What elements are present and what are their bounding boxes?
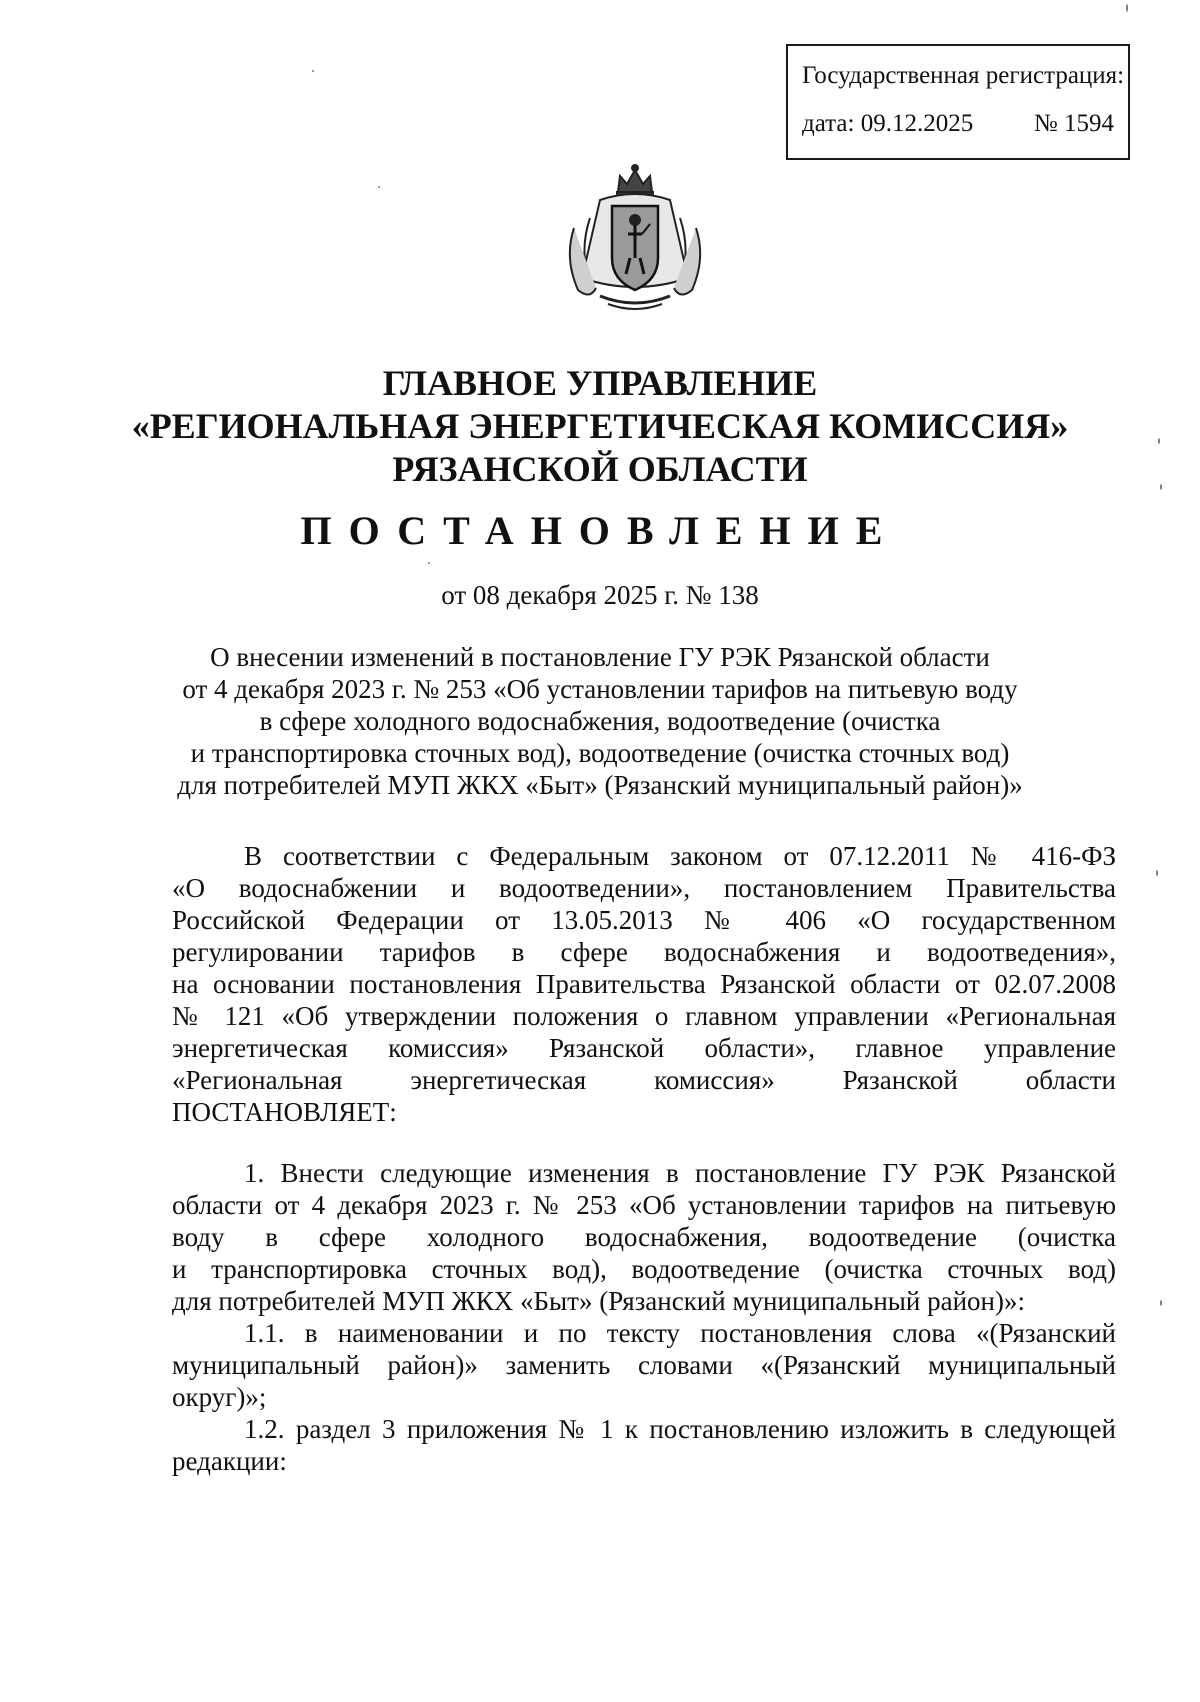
coat-of-arms-icon xyxy=(560,158,710,318)
preamble-line: В соответствии с Федеральным законом от 07.12.2011 № 416-ФЗ xyxy=(244,841,1116,871)
preamble-line: энергетическая комиссия» Рязанской области», главное управление xyxy=(172,1033,1116,1063)
subject-line: и транспортировка сточных вод), водоотведение (очистка сточных вод) xyxy=(190,738,1010,768)
subject-line: О внесении изменений в постановление ГУ РЭК Рязанской области xyxy=(210,642,990,672)
preamble-line: регулировании тарифов в сфере водоснабжения и водоотведения», xyxy=(172,937,1116,967)
subject-line: от 4 декабря 2023 г. № 253 «Об установлении тарифов на питьевую воду xyxy=(182,674,1018,704)
scan-speck xyxy=(378,186,380,188)
scan-speck xyxy=(1126,4,1128,12)
document-date-number: от 08 декабря 2025 г. № 138 xyxy=(441,580,759,610)
body-line: 1.1. в наименовании и по тексту постановления слова «(Рязанский xyxy=(244,1318,1116,1348)
subject-line: для потребителей МУП ЖКХ «Быт» (Рязанский муниципальный район)» xyxy=(177,770,1023,800)
body-line: воду в сфере холодного водоснабжения, водоотведение (очистка xyxy=(172,1222,1116,1252)
document-type-title: ПОСТАНОВЛЕНИЕ xyxy=(300,508,900,553)
preamble-line: «О водоснабжении и водоотведении», постановлением Правительства xyxy=(172,873,1116,903)
registration-title: Государственная регистрация: xyxy=(802,62,1125,89)
scan-speck xyxy=(1158,438,1160,444)
subject-line: в сфере холодного водоснабжения, водоотведение (очистка xyxy=(259,706,941,736)
registration-stamp xyxy=(786,44,1130,160)
body-line: области от 4 декабря 2023 г. № 253 «Об установлении тарифов на питьевую xyxy=(172,1190,1116,1220)
agency-name-line-3: РЯЗАНСКОЙ ОБЛАСТИ xyxy=(392,449,808,489)
scan-speck xyxy=(1160,1300,1162,1306)
agency-name-line-2: «РЕГИОНАЛЬНАЯ ЭНЕРГЕТИЧЕСКАЯ КОМИССИЯ» xyxy=(131,406,1069,446)
preamble-line: № 121 «Об утверждении положения о главном управлении «Региональная xyxy=(172,1001,1116,1031)
preamble-line: «Региональная энергетическая комиссия» Рязанской области xyxy=(172,1065,1116,1095)
preamble-resolves: ПОСТАНОВЛЯЕТ: xyxy=(172,1097,397,1127)
scan-speck xyxy=(1156,870,1158,876)
scan-speck xyxy=(428,562,430,564)
body-line: для потребителей МУП ЖКХ «Быт» (Рязанский муниципальный район)»: xyxy=(172,1286,1025,1316)
scan-speck xyxy=(312,70,314,72)
scan-speck xyxy=(1160,484,1162,490)
body-line: 1. Внести следующие изменения в постановление ГУ РЭК Рязанской xyxy=(244,1158,1116,1188)
preamble-line: Российской Федерации от 13.05.2013 № 406 «О государственном xyxy=(172,905,1116,935)
preamble-line: на основании постановления Правительства Рязанской области от 02.07.2008 xyxy=(172,969,1116,999)
body-line: и транспортировка сточных вод), водоотведение (очистка сточных вод) xyxy=(172,1254,1116,1284)
agency-name-line-1: ГЛАВНОЕ УПРАВЛЕНИЕ xyxy=(382,363,818,403)
registration-date: дата: 09.12.2025 xyxy=(802,110,974,137)
document-subject xyxy=(150,641,1050,801)
body-paragraphs xyxy=(172,1157,1116,1477)
registration-number: № 1594 xyxy=(1033,110,1114,137)
body-line: редакции: xyxy=(172,1446,287,1476)
body-line: муниципальный район)» заменить словами «(Рязанский муниципальный xyxy=(172,1350,1116,1380)
body-line: округ)»; xyxy=(172,1382,267,1412)
preamble-paragraph xyxy=(172,840,1116,1128)
body-line: 1.2. раздел 3 приложения № 1 к постановлению изложить в следующей xyxy=(244,1414,1116,1444)
